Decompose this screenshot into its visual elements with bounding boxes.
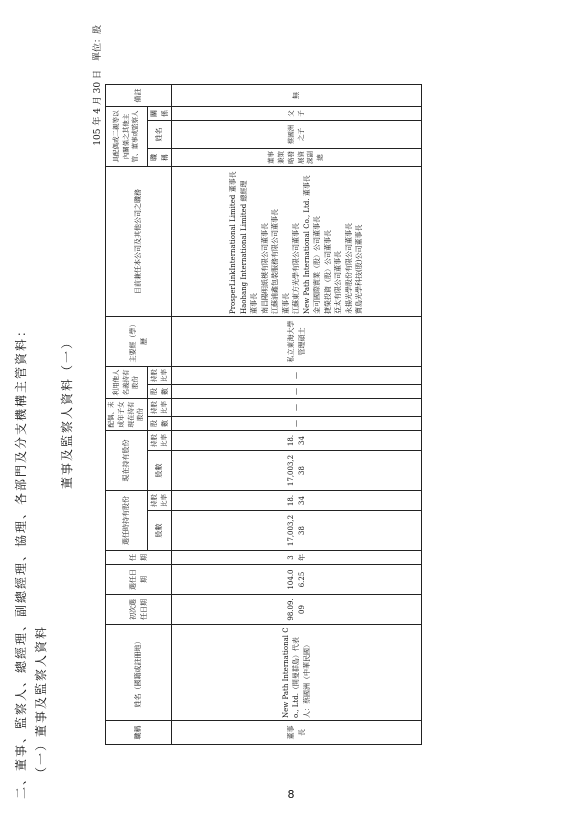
position-line: 亞太有限公司董事長	[334, 251, 343, 314]
header-ratio: 持股比率	[148, 491, 172, 511]
header-related: 具配偶或二親等以內關係之其他主管、董事或監察人	[106, 107, 148, 167]
row-elected-date: 104.06.25	[172, 565, 422, 595]
position-line: 金可國際實業（股）公司董事長	[313, 216, 322, 314]
position-line: 寶島光學科技(股)公司董事長	[355, 224, 364, 314]
row-first-elected: 98.09.09	[172, 595, 422, 625]
header-term: 任期	[106, 551, 172, 565]
header-spouse-minor: 配偶、未成年子女現在持有股份	[106, 399, 148, 431]
header-name: 姓名（國籍或註冊地）	[106, 625, 172, 721]
section-subtitle: （一）董事及監察人資料	[34, 624, 48, 779]
row-cur-ratio: 18.34	[172, 431, 422, 451]
header-ratio: 持股比率	[148, 367, 172, 385]
header-rel-name: 姓名	[148, 121, 172, 149]
row-nominee-shares: —	[172, 385, 422, 399]
row-title: 董事長	[172, 721, 422, 745]
header-other-positions: 目前兼任本公司及其他公司之職務	[106, 167, 172, 317]
header-count: 股數	[148, 451, 172, 491]
table-title: 董事及監察人資料（一）	[60, 335, 74, 490]
row-note: 無	[172, 85, 422, 107]
position-line: 永揚光學股份有限公司董事長	[344, 223, 353, 314]
row-rel-relation: 父子	[172, 107, 422, 121]
header-ratio: 持股比率	[148, 399, 172, 417]
row-spouse-ratio: —	[172, 399, 422, 417]
position-line: New Path International Co., Ltd. 董事長	[302, 175, 311, 314]
position-line: 董事長	[250, 293, 259, 314]
row-rel-name: 蔡國洲之子	[172, 121, 422, 149]
row-rel-title: 董事兼策略發展資深副總	[172, 149, 422, 167]
header-title: 職稱	[106, 721, 172, 745]
header-rel-relation: 關係	[148, 107, 172, 121]
position-line: 江蘇東方光學有限公司董事長	[292, 223, 301, 314]
header-current-shares: 現在持有股份	[106, 431, 148, 491]
position-line: 董事長	[281, 293, 290, 314]
header-elected-date: 選任日期	[106, 565, 172, 595]
row-education: 私立東海大學管理碩士	[172, 317, 422, 367]
header-first-elected: 初次選任日期	[106, 595, 172, 625]
header-shares-at-election: 選任時持有股份	[106, 491, 148, 551]
page-number: 8	[287, 788, 295, 801]
header-ratio: 持股比率	[148, 431, 172, 451]
header-rel-title: 職稱	[148, 149, 172, 167]
row-positions	[172, 167, 422, 317]
header-nominee: 利用他人名義持有股份	[106, 367, 148, 399]
position-line: ProsperLinkInternational Limited 董事長	[229, 171, 238, 314]
header-count: 股數	[148, 417, 172, 431]
header-note: 備註	[106, 85, 172, 107]
row-term: 3 年	[172, 551, 422, 565]
header-count: 股數	[148, 511, 172, 551]
position-line: 捷榮投資（股）公司董事長	[323, 230, 332, 314]
position-line: Haohang International Limited 總經理	[239, 180, 248, 314]
row-elect-ratio: 18.34	[172, 491, 422, 511]
directors-table	[105, 84, 422, 745]
row-cur-shares: 17,003,238	[172, 451, 422, 491]
position-line: 南昌陽明紙模有限公司董事長	[260, 223, 269, 314]
header-education: 主要經（學）歷	[106, 317, 172, 367]
position-line: 江蘇浦鑫包裝服務有限公司董事長	[271, 209, 280, 314]
row-name: New Path International Co., Ltd.（開曼群島）代表人：蔡國洲（中華民國）	[172, 625, 422, 721]
row-nominee-ratio: —	[172, 367, 422, 385]
section-title: 二、董事、監察人、總經理、副總經理、協理、各部門及分支機構主管資料：	[14, 322, 28, 799]
row-spouse-shares: —	[172, 417, 422, 431]
header-count: 股數	[148, 385, 172, 399]
row-elect-shares: 17,003,238	[172, 511, 422, 551]
date-unit: 105 年 4 月 30 日 單位：股	[93, 25, 103, 146]
